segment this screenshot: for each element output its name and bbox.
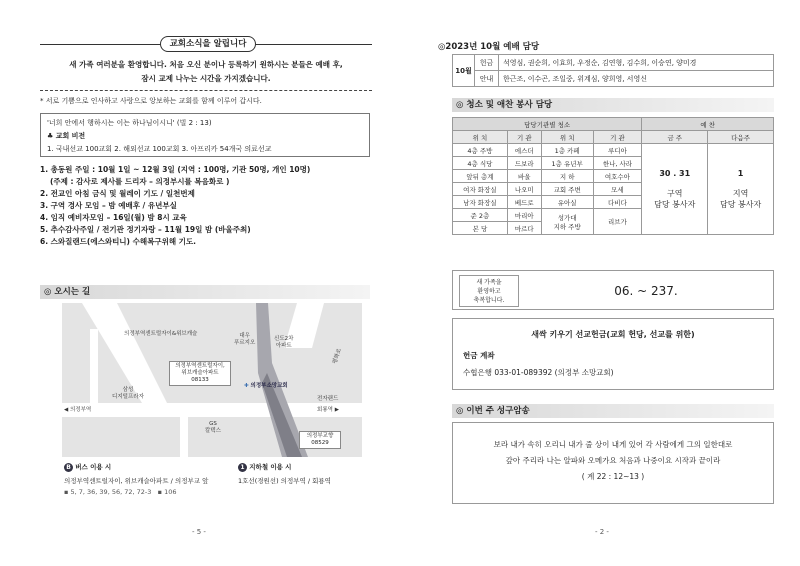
account-label: 헌금 계좌 xyxy=(463,351,495,360)
new-family-label: 새 가족을 환영하고 축복합니다. xyxy=(459,275,519,307)
new-family-value: 06. ~ 237. xyxy=(614,284,678,298)
table-row: 앞뒤 층계 바울 지 하 여호수아 xyxy=(453,170,774,183)
divider xyxy=(40,90,372,91)
new-family-box xyxy=(452,270,774,310)
worship-month: 10월 xyxy=(453,55,475,87)
table-row: 본 당 마르다 xyxy=(453,222,774,235)
label-road: 평화로 xyxy=(331,347,344,365)
worship-title: ◎2023년 10월 예배 담당 xyxy=(438,42,540,52)
right-page xyxy=(400,0,800,566)
label-samsung: 삼성 디지털프라자 xyxy=(112,387,144,400)
vision-items: 1. 국내선교 100교회 2. 해외선교 100교회 3. 아프리카 54개국 의료선교 xyxy=(47,145,272,153)
worship-names: 한근조, 이수곤, 조일중, 위계심, 양희영, 서영신 xyxy=(499,71,774,87)
label-daewoo: 대우 푸르지오 xyxy=(234,333,256,346)
table-row: 준 2층 마리아 성가대 지하 주방 리브가 xyxy=(453,209,774,222)
offering-title: 새싹 키우기 선교헌금(교회 헌당, 선교를 위한) xyxy=(531,330,695,339)
greeting-text: * 서로 기쁨으로 인사하고 사랑으로 앙보하는 교회를 함께 이루어 갑시다. xyxy=(40,97,262,105)
subway-icon: 1 xyxy=(238,463,247,472)
volunteer-title: ◎ 청소 및 애찬 봉사 담당 xyxy=(452,98,774,112)
memory-verse-box: 보라 내가 속히 오리니 내가 줄 상이 내게 있어 각 사람에게 그의 일한대로 갚아 주리라 나는 알파와 오메가요 처음과 나중이요 시작과 끝이라 ( 계 22 : 12~13 ) xyxy=(452,422,774,504)
memory-verse-title: ◎ 이번 주 성구암송 xyxy=(452,404,774,418)
bus-icon: B xyxy=(64,463,73,472)
table-row: 4층 식당 드보라 1층 유년부 한나, 사라 xyxy=(453,157,774,170)
notice-item: 5. 추수감사주일 / 전기관 정기자랑 – 11월 19일 밤 (바울주최) xyxy=(40,225,251,234)
bus-mini-icon: ▪ xyxy=(64,488,69,496)
verse: '너희 안에서 행하시는 이는 하나님이시니' (빌 2 : 13) xyxy=(47,119,212,127)
volunteer-table: 담당기관별 청소 예 찬 위 치 기 관 위 치 기 관 금 주 다음주 4층 주방 에스더 1층 카페 루디아 30 . 31 구역 담당 봉사자 1 지역 담당 봉사자 4층 식당 드보라 1층 유년부 한나, 사라 앞뒤 층계 바울 지 하 여호수아 여자 화장실 나오미 교회 주변 모세 남자 화장실 베드로 유아실 다비다 준 2층 마리아 성가대 지하 주방 리브가 본 당 마르다 xyxy=(452,117,774,235)
bus-info: B 버스 이용 시 의정부역센트럴자이, 위브캐슬아파트 / 의정부교 앞 ▪ 5, 7, 36, 39, 56, 72, 72-3 ▪ 106 xyxy=(64,463,209,496)
table-row: 4층 주방 에스더 1층 카페 루디아 30 . 31 구역 담당 봉사자 1 지역 담당 봉사자 xyxy=(453,144,774,157)
label-bridge: 의정부교향 08529 xyxy=(299,431,341,449)
vision-title: ♣ 교회 비전 xyxy=(47,132,86,140)
notice-list xyxy=(40,164,380,248)
news-title: 교회소식을 알립니다 xyxy=(160,36,256,52)
label-central-xi: 의정부역센트럴자이&위브캐슬 xyxy=(124,331,198,337)
notice-item: 1. 총동원 주일 : 10월 1일 ~ 12월 3일 (지역 : 100명, 기관 50명, 개인 10명) xyxy=(40,165,311,174)
church-icon: ✚ xyxy=(244,383,249,389)
table-row: 여자 화장실 나오미 교회 주변 모세 xyxy=(453,183,774,196)
notice-item: 6. 스와질랜드(에스와티니) 수해복구위해 기도. xyxy=(40,237,197,246)
label-uijeongbu-station: ◀ 의정부역 xyxy=(64,407,92,413)
location-map xyxy=(62,303,362,457)
label-gs: GS 칼텍스 xyxy=(205,421,221,434)
bus-mini-icon: ▪ xyxy=(157,488,162,496)
notice-item: 4. 임직 예비자모임 – 16일(월) 밤 8시 교육 xyxy=(40,213,187,222)
table-row: 남자 화장실 베드로 유아실 다비다 xyxy=(453,196,774,209)
label-electroland: 전자랜드 xyxy=(317,396,339,402)
label-hoeryong-station: 회룡역 ▶ xyxy=(317,407,339,413)
notice-item: 3. 구역 경사 모임 – 밤 예배후 / 유년부실 xyxy=(40,201,177,210)
next-week-value: 1 xyxy=(737,168,744,178)
label-church: ✚ 의정부소망교회 xyxy=(244,383,288,389)
map-section-title: ◎ 오시는 길 xyxy=(40,285,370,299)
worship-table: 10월 헌금 석영심, 권순희, 이효희, 우정순, 김연형, 김수희, 이승연, 양미경 안내 한근조, 이수곤, 조일중, 위계심, 양희영, 서영신 xyxy=(452,54,774,87)
page-number: - 2 - xyxy=(595,528,609,536)
label-apartment: 의정부역센트럴자이, 위브캐슬아파트 08133 xyxy=(169,361,231,386)
this-week-value: 30 . 31 xyxy=(659,168,691,178)
label-sindo: 신도2차 아파트 xyxy=(274,336,294,349)
notice-item: (주제 : 감사로 제사를 드리자 – 의정부시를 복음화로 ) xyxy=(50,177,230,186)
welcome-text: 새 가족 여러분을 환영합니다. 처음 오신 분이나 등록하기 원하시는 분들은 예배 후, 잠시 교제 나누는 시간을 가지겠습니다. xyxy=(69,60,343,83)
page-number: - 5 - xyxy=(192,528,206,536)
vision-box xyxy=(40,113,370,157)
account-number: 수협은행 033-01-089392 (의정부 소망교회) xyxy=(463,368,614,377)
notice-item: 2. 전교인 아침 금식 및 월레이 기도 / 일천번제 xyxy=(40,189,195,198)
subway-info: 1 지하철 이용 시 1호선(경원선) 의정부역 / 회룡역 xyxy=(238,463,331,485)
offering-box xyxy=(452,318,774,390)
worship-names: 석영심, 권순희, 이효희, 우정순, 김연형, 김수희, 이승연, 양미경 xyxy=(499,55,774,71)
